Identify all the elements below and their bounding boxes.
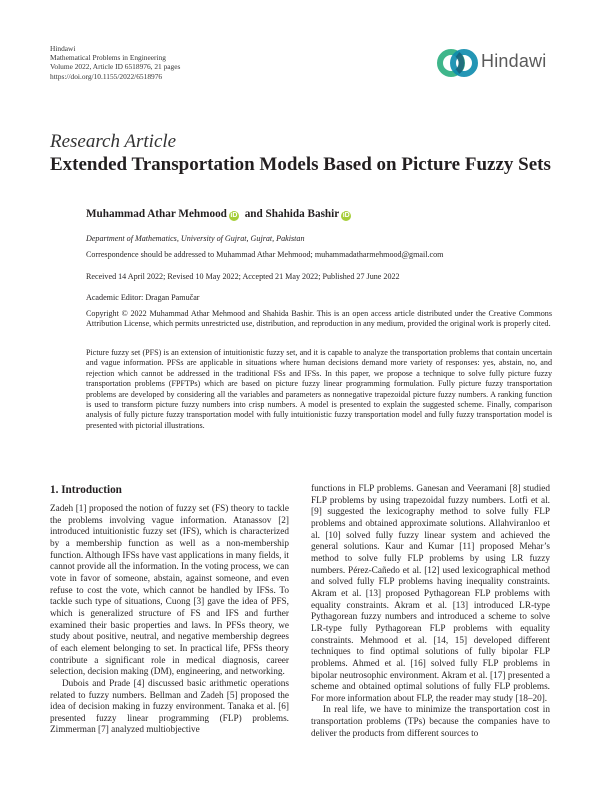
author-list [86, 208, 354, 221]
publication-dates: Received 14 April 2022; Revised 10 May 2022; Accepted 21 May 2022; Published 27 June 2022 [86, 272, 400, 281]
hindawi-logo[interactable] [436, 46, 556, 82]
hindawi-rings-icon [436, 46, 480, 80]
paragraph: Zadeh [1] proposed the notion of fuzzy set (FS) theory to tackle the problems involving vague information. Atanassov [2] introduced intuitionistic fuzzy set (IFS), which is characterized by a membership function as well as a non-membership function. Although IFSs have vast applications in many fields, it cannot provide all the information. In the voting process, we can vote in favor of someone, abstain, against someone, and even refuse to cost the vote, which cannot be handled by IFSs. To tackle such type of situations, Cuong [3] gave the idea of PFS, which is generalized structure of FS and IFS and further examined their basic properties and laws. In PFSs theory, we study about positive, neutral, and negative membership degrees of each element belonging to set. In practical life, PFSs theory contribute a significant role in medical diagnosis, career selection, decision making (DM), engineering, and networking. [50, 504, 289, 678]
paragraph: Dubois and Prade [4] discussed basic arithmetic operations related to fuzzy numbers. Bellman and Zadeh [5] proposed the idea of decision making in fuzzy environment. Tanaka et al. [6] presented fuzzy linear programming (FLP) problems. Zimmerman [7] analyzed multiobjective [50, 678, 289, 736]
academic-editor: Academic Editor: Dragan Pamučar [86, 293, 200, 302]
hindawi-logo-text: Hindawi [481, 51, 547, 71]
orcid-icon[interactable]: iD [230, 212, 238, 219]
publisher-name: Hindawi [50, 44, 76, 53]
author-name[interactable]: Shahida Bashir [265, 208, 340, 220]
paragraph: functions in FLP problems. Ganesan and Veeramani [8] studied FLP problems by using trapezoidal fuzzy numbers. Lotfi et al. [9] suggested the lexicography method to solve fully FLP problems and obtained approximate solutions. Allahviranloo et al. [10] solved fully fuzzy linear system and achieved the general solutions. Kaur and Kumar [11] proposed Mehar’s method to solve fully FLP problems by using LR fuzzy numbers. Pérez-Cañedo et al. [12] used lexicographical method and solved fully FLP problems having inequality constraints. Akram et al. [13] proposed Pythagorean FLP problems with equality constraints. Akram et al. [13] introduced LR-type Pythagorean fuzzy numbers and introduced a scheme to solve LR-type fully Pythagorean FLP problems with equality constraints. Mehmood et al. [14, 15] developed different techniques to find optimal solutions of fully bipolar FLP problems. Ahmed et al. [16] solved fully FLP problems in bipolar neutrosophic environment. Akram et al. [17] presented a scheme and obtained optimal solutions of fully FLP problems. For more information about FLP, the reader may study [18–20]. [311, 484, 550, 704]
journal-meta [50, 44, 180, 81]
correspondence: Correspondence should be addressed to Muhammad Athar Mehmood; muhammadatharmehmood@gmail.com [86, 250, 444, 259]
paragraph: In real life, we have to minimize the transportation cost in transportation problems (TPs) because the companies have to deliver the products from different sources to [311, 705, 550, 739]
abstract: Picture fuzzy set (PFS) is an extension of intuitionistic fuzzy set, and it is capable to analyze the transportation problems that contain uncertain and vague information. PFSs are applicable in situations where human decisions demand more variety of responses: yes, abstain, no, and rejection which cannot be addressed in the traditional FSs and IFSs. In this paper, we propose a technique to solve fully picture fuzzy transportation problems (FPFTPs) which are based on picture fuzzy linear programming formulation. Fully picture fuzzy transportation problems are developed by considering all the variables and parameters as nonnegative trapezoidal picture fuzzy numbers. A ranking function is used to transform picture fuzzy numbers into crisp numbers. A model is presented to explain the suggested scheme. Finally, comparison analysis of fully picture fuzzy transportation model with fully intuitionistic fuzzy transportation model and fully fuzzy transportation model is presented with pictorial illustrations. [86, 348, 552, 430]
orcid-icon[interactable]: iD [342, 212, 350, 219]
section-heading: 1. Introduction [50, 484, 122, 496]
copyright-notice: Copyright © 2022 Muhammad Athar Mehmood and Shahida Bashir. This is an open access article distributed under the Creative Commons Attribution License, which permits unrestricted use, distribution, and reproduction in any medium, provided the original work is properly cited. [86, 309, 552, 329]
doi-link[interactable]: https://doi.org/10.1155/2022/6518976 [50, 71, 163, 81]
article-type: Research Article [50, 131, 177, 152]
body-column-left [50, 504, 289, 737]
affiliation: Department of Mathematics, University of Gujrat, Gujrat, Pakistan [86, 234, 305, 243]
author-name[interactable]: Muhammad Athar Mehmood [86, 208, 227, 220]
volume-info: Volume 2022, Article ID 6518976, 21 pages [50, 62, 181, 72]
journal-name: Mathematical Problems in Engineering [50, 53, 166, 63]
author-separator: and [244, 208, 263, 220]
body-column-right [311, 484, 550, 740]
article-title: Extended Transportation Models Based on Picture Fuzzy Sets [50, 154, 551, 175]
